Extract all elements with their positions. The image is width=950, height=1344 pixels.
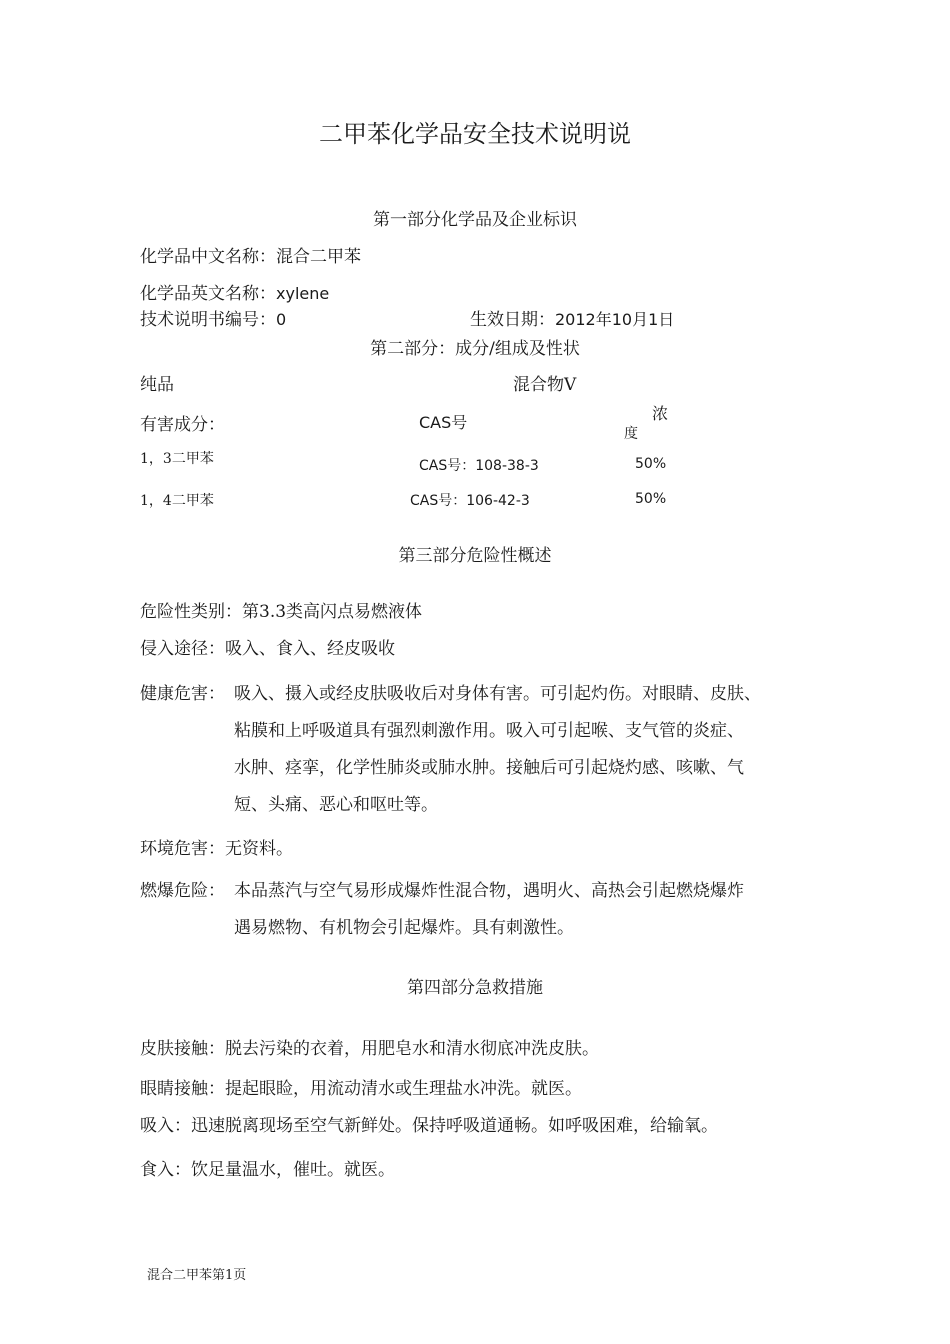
- first-aid-skin: 皮肤接触：脱去污染的衣着，用肥皂水和清水彻底冲洗皮肤。: [140, 1039, 599, 1059]
- health-hazard-line: 短、头痛、恶心和呕吐等。: [234, 795, 438, 815]
- cn-name-row: [140, 242, 361, 267]
- first-aid-inhalation: 吸入：迅速脱离现场至空气新鲜处。保持呼吸道通畅。如呼吸困难，给输氧。: [140, 1116, 718, 1136]
- component-cas: CAS号：108-38-3: [419, 458, 539, 474]
- health-hazard-label: 健康危害：: [140, 684, 225, 704]
- document-title: 二甲苯化学品安全技术说明说: [319, 120, 631, 148]
- environment-hazard: 环境危害：无资料。: [140, 839, 293, 859]
- cn-name-value: 混合二甲苯: [276, 247, 361, 267]
- effective-date-value: 2012年10月1日: [555, 310, 675, 329]
- component-name: 1，3二甲苯: [140, 451, 214, 467]
- first-aid-eye: 眼睛接触：提起眼睑，用流动清水或生理盐水冲洗。就医。: [140, 1079, 582, 1099]
- mixture-label: 混合物V: [513, 375, 577, 395]
- health-hazard-line: 水肿、痉挛，化学性肺炎或肺水肿。接触后可引起烧灼感、咳嗽、气: [234, 758, 744, 778]
- doc-number: [140, 305, 286, 330]
- fire-hazard-line: 遇易燃物、有机物会引起爆炸。具有刺激性。: [234, 918, 574, 938]
- clipped-info-row: [0, 302, 950, 330]
- hazard-components-label: 有害成分：: [140, 415, 225, 435]
- effective-date-label: 生效日期：: [470, 310, 555, 330]
- fire-hazard-line: 本品蒸汽与空气易形成爆炸性混合物，遇明火、高热会引起燃烧爆炸: [234, 881, 744, 901]
- hazard-class: 危险性类别：第3.3类高闪点易燃液体: [140, 602, 423, 622]
- part1-heading: 第一部分化学品及企业标识: [373, 210, 577, 230]
- part3-heading: 第三部分危险性概述: [398, 546, 552, 566]
- en-name-row: [140, 279, 329, 304]
- health-hazard-line: 粘膜和上呼吸道具有强烈刺激作用。吸入可引起喉、支气管的炎症、: [234, 721, 744, 741]
- page-footer: 混合二甲苯第1页: [147, 1268, 247, 1283]
- effective-date: [470, 305, 674, 330]
- component-concentration: 50%: [635, 456, 667, 472]
- part2-heading: 第二部分：成分/组成及性状: [370, 339, 580, 359]
- component-name: 1，4二甲苯: [140, 493, 214, 509]
- doc-number-value: 0: [276, 310, 287, 329]
- fire-hazard-label: 燃爆危险：: [140, 881, 225, 901]
- component-concentration: 50%: [635, 491, 667, 507]
- concentration-header-top: 浓: [652, 404, 669, 423]
- concentration-header-bottom: 度: [624, 426, 638, 442]
- cas-header: CAS号: [419, 413, 468, 432]
- en-name-value: xylene: [276, 284, 330, 303]
- exposure-route: 侵入途径：吸入、食入、经皮吸收: [140, 639, 395, 659]
- component-cas: CAS号：106-42-3: [410, 493, 530, 509]
- pure-label: 纯品: [140, 375, 174, 395]
- cn-name-label: 化学品中文名称：: [140, 247, 276, 267]
- health-hazard-line: 吸入、摄入或经皮肤吸收后对身体有害。可引起灼伤。对眼睛、皮肤、: [234, 684, 761, 704]
- en-name-label: 化学品英文名称：: [140, 284, 276, 304]
- doc-number-label: 技术说明书编号：: [140, 310, 276, 330]
- part4-heading: 第四部分急救措施: [407, 978, 543, 998]
- first-aid-ingestion: 食入：饮足量温水，催吐。就医。: [140, 1160, 395, 1180]
